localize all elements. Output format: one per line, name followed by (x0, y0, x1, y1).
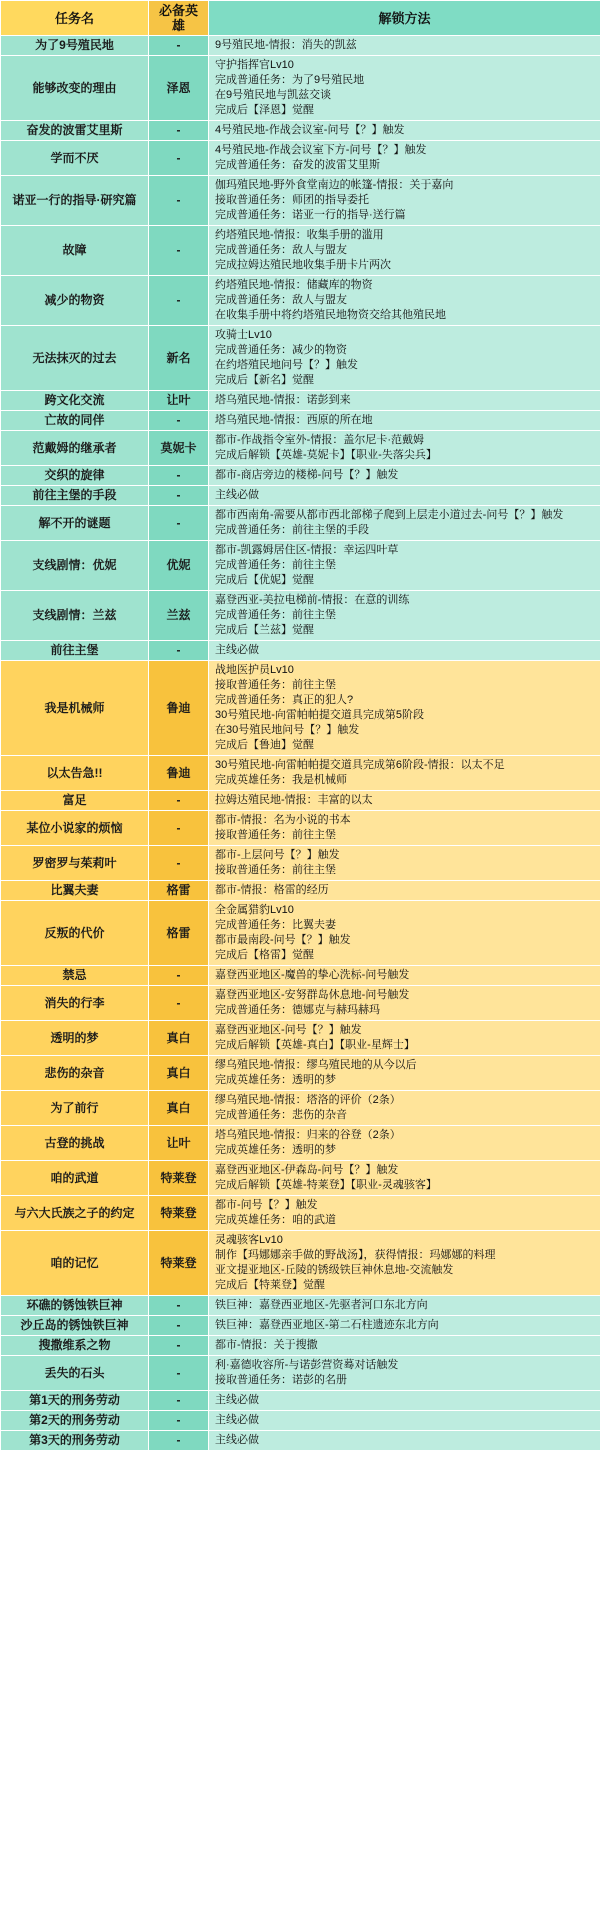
unlock-method-cell (209, 591, 600, 641)
unlock-method-cell (209, 1056, 600, 1091)
table-row (1, 141, 600, 176)
unlock-method-cell (209, 661, 600, 756)
unlock-method-cell (209, 326, 600, 391)
unlock-method-line: 完成后【新名】觉醒 (215, 374, 314, 386)
required-hero-cell: - (149, 641, 209, 661)
table-row (1, 1356, 600, 1391)
unlock-method-cell (209, 486, 600, 506)
unlock-method-line: 4号殖民地-作战会议室下方-问号【？】触发 (215, 144, 427, 156)
quest-name-cell: 丢失的石头 (1, 1356, 149, 1391)
unlock-method-line: 完成拉姆达殖民地收集手册卡片两次 (215, 259, 391, 271)
unlock-method-line: 完成后【鲁迪】觉醒 (215, 739, 314, 751)
unlock-method-cell (209, 1336, 600, 1356)
unlock-method-cell (209, 881, 600, 901)
quest-name-cell: 无法抹灭的过去 (1, 326, 149, 391)
required-hero-cell: - (149, 1411, 209, 1431)
unlock-method-cell (209, 541, 600, 591)
table-header (1, 1, 600, 36)
required-hero-cell: - (149, 36, 209, 56)
unlock-method-line: 主线必做 (215, 644, 259, 656)
quest-name-cell: 与六大氏族之子的约定 (1, 1196, 149, 1231)
table-row (1, 411, 600, 431)
unlock-method-line: 完成后【格雷】觉醒 (215, 949, 314, 961)
unlock-method-line: 嘉登西亚地区-伊森岛-问号【？】触发 (215, 1164, 399, 1176)
required-hero-cell: 格雷 (149, 901, 209, 966)
quest-name-cell: 罗密罗与茱莉叶 (1, 846, 149, 881)
quest-name-cell: 奋发的波雷艾里斯 (1, 121, 149, 141)
quest-name-cell: 搜撒维系之物 (1, 1336, 149, 1356)
quest-name-cell: 交织的旋律 (1, 466, 149, 486)
unlock-method-cell (209, 811, 600, 846)
unlock-method-line: 完成后【兰兹】觉醒 (215, 624, 314, 636)
unlock-method-line: 都市-凯露姆居住区-情报：幸运四叶草 (215, 544, 399, 556)
unlock-method-line: 都市西南角-需要从都市西北部梯子爬到上层走小道过去-问号【？】触发 (215, 509, 564, 521)
table-row (1, 486, 600, 506)
quest-name-cell: 支线剧情：兰兹 (1, 591, 149, 641)
quest-name-cell: 前往主堡的手段 (1, 486, 149, 506)
unlock-method-line: 主线必做 (215, 489, 259, 501)
quest-name-cell: 减少的物资 (1, 276, 149, 326)
unlock-method-cell (209, 466, 600, 486)
unlock-method-line: 拉姆达殖民地-情报：丰富的以太 (215, 794, 373, 806)
table-row (1, 276, 600, 326)
unlock-method-line: 塔乌殖民地-情报：西原的所在地 (215, 414, 373, 426)
unlock-method-cell (209, 141, 600, 176)
unlock-method-line: 完成普通任务：诺亚一行的指导·送行篇 (215, 209, 406, 221)
unlock-method-line: 都市-商店旁边的楼梯-问号【？】触发 (215, 469, 399, 481)
unlock-method-line: 接取普通任务：前往主堡 (215, 864, 336, 876)
unlock-method-cell (209, 901, 600, 966)
quest-name-cell: 富足 (1, 791, 149, 811)
table-row (1, 36, 600, 56)
unlock-method-line: 完成后解锁【英雄-莫妮卡】【职业-失落尖兵】 (215, 449, 437, 461)
required-hero-cell: - (149, 986, 209, 1021)
unlock-method-line: 都市-上层问号【？】触发 (215, 849, 340, 861)
required-hero-cell: 新名 (149, 326, 209, 391)
required-hero-cell: 真白 (149, 1091, 209, 1126)
table-row (1, 791, 600, 811)
unlock-method-line: 亚文提亚地区-丘陵的锈级铁巨神休息地-交流触发 (215, 1264, 454, 1276)
table-row (1, 881, 600, 901)
unlock-method-cell (209, 986, 600, 1021)
required-hero-cell: - (149, 506, 209, 541)
unlock-method-line: 塔乌殖民地-情报：归来的谷登（2条） (215, 1129, 401, 1141)
unlock-method-line: 完成英雄任务：我是机械师 (215, 774, 347, 786)
required-hero-cell: 鲁迪 (149, 756, 209, 791)
unlock-method-line: 都市-情报：格雷的经历 (215, 884, 329, 896)
unlock-method-line: 利·嘉德收容所-与诺彭营资蓦对话触发 (215, 1359, 399, 1371)
table-row (1, 1336, 600, 1356)
unlock-method-line: 守护指挥官Lv10 (215, 59, 294, 71)
unlock-method-line: 约塔殖民地-情报：收集手册的滥用 (215, 229, 384, 241)
table-row (1, 641, 600, 661)
required-hero-cell: - (149, 121, 209, 141)
required-hero-cell: - (149, 486, 209, 506)
quest-name-cell: 解不开的谜题 (1, 506, 149, 541)
unlock-method-cell (209, 1161, 600, 1196)
required-hero-cell: 优妮 (149, 541, 209, 591)
column-header-quest-name: 任务名 (1, 1, 149, 36)
unlock-method-line: 完成普通任务：敌人与盟友 (215, 244, 347, 256)
unlock-method-line: 伽玛殖民地-野外食堂南边的帐篷-情报：关于嘉向 (215, 179, 454, 191)
quest-name-cell: 环礁的锈蚀铁巨神 (1, 1296, 149, 1316)
unlock-method-line: 铁巨神：嘉登西亚地区-第二石柱遗迹东北方向 (215, 1319, 439, 1331)
table-row (1, 466, 600, 486)
table-row (1, 1056, 600, 1091)
table-row (1, 756, 600, 791)
unlock-method-cell (209, 1021, 600, 1056)
unlock-method-line: 在9号殖民地与凯兹交谈 (215, 89, 332, 101)
table-row (1, 1411, 600, 1431)
quest-name-cell: 第3天的刑务劳动 (1, 1431, 149, 1451)
quest-name-cell: 诺亚一行的指导·研究篇 (1, 176, 149, 226)
unlock-method-line: 完成普通任务：悲伤的杂音 (215, 1109, 347, 1121)
table-row (1, 226, 600, 276)
required-hero-cell: 让叶 (149, 391, 209, 411)
unlock-method-line: 完成普通任务：前往主堡 (215, 609, 336, 621)
unlock-method-line: 30号殖民地-向雷帕帕提交道具完成第5阶段 (215, 709, 425, 721)
unlock-method-line: 在30号殖民地问号【？】触发 (215, 724, 360, 736)
quest-name-cell: 为了前行 (1, 1091, 149, 1126)
table-body (1, 36, 600, 1451)
unlock-method-cell (209, 411, 600, 431)
unlock-method-line: 完成后解锁【英雄-真白】【职业-星辉士】 (215, 1039, 415, 1051)
table-row (1, 1196, 600, 1231)
required-hero-cell: 真白 (149, 1021, 209, 1056)
table-row (1, 121, 600, 141)
table-row (1, 966, 600, 986)
required-hero-cell: - (149, 1356, 209, 1391)
required-hero-cell: - (149, 1391, 209, 1411)
required-hero-cell: - (149, 1336, 209, 1356)
required-hero-cell: - (149, 966, 209, 986)
required-hero-cell: - (149, 846, 209, 881)
table-row (1, 326, 600, 391)
unlock-method-line: 9号殖民地-情报：消失的凯兹 (215, 39, 357, 51)
required-hero-cell: 泽恩 (149, 56, 209, 121)
unlock-method-cell (209, 966, 600, 986)
unlock-method-line: 4号殖民地-作战会议室-问号【？】触发 (215, 124, 405, 136)
table-row (1, 1091, 600, 1126)
unlock-method-cell (209, 1356, 600, 1391)
unlock-method-cell (209, 36, 600, 56)
required-hero-cell: - (149, 176, 209, 226)
quest-name-cell: 反叛的代价 (1, 901, 149, 966)
unlock-method-line: 接取普通任务：师团的指导委托 (215, 194, 369, 206)
unlock-method-line: 战地医护员Lv10 (215, 664, 294, 676)
unlock-method-line: 都市-情报：关于搜撒 (215, 1339, 318, 1351)
required-hero-cell: 鲁迪 (149, 661, 209, 756)
quest-name-cell: 咱的武道 (1, 1161, 149, 1196)
table-row (1, 1161, 600, 1196)
table-row (1, 176, 600, 226)
table-row (1, 391, 600, 411)
quest-name-cell: 故障 (1, 226, 149, 276)
column-header-unlock-method: 解锁方法 (209, 1, 600, 36)
unlock-method-cell (209, 641, 600, 661)
table-row (1, 1296, 600, 1316)
unlock-method-line: 完成普通任务：奋发的波雷艾里斯 (215, 159, 380, 171)
table-row (1, 591, 600, 641)
unlock-method-line: 都市-作战指令室外-情报：盖尔尼卡·范戴姆 (215, 434, 424, 446)
unlock-method-cell (209, 176, 600, 226)
quest-name-cell: 第2天的刑务劳动 (1, 1411, 149, 1431)
quest-name-cell: 学而不厌 (1, 141, 149, 176)
unlock-method-line: 在收集手册中将约塔殖民地物资交给其他殖民地 (215, 309, 446, 321)
unlock-method-line: 嘉登西亚-美拉电梯前-情报：在意的训练 (215, 594, 410, 606)
required-hero-cell: - (149, 276, 209, 326)
quest-name-cell: 某位小说家的烦恼 (1, 811, 149, 846)
unlock-method-line: 全金属猎豹Lv10 (215, 904, 294, 916)
unlock-method-line: 嘉登西亚地区-问号【？】触发 (215, 1024, 362, 1036)
column-header-required-hero: 必备英雄 (149, 1, 209, 36)
required-hero-cell: 特莱登 (149, 1161, 209, 1196)
required-hero-cell: 格雷 (149, 881, 209, 901)
unlock-method-cell (209, 1316, 600, 1336)
unlock-method-line: 完成普通任务：敌人与盟友 (215, 294, 347, 306)
table-row (1, 1316, 600, 1336)
required-hero-cell: 特莱登 (149, 1196, 209, 1231)
unlock-method-line: 接取普通任务：前往主堡 (215, 829, 336, 841)
table-row (1, 1021, 600, 1056)
quest-name-cell: 以太告急!! (1, 756, 149, 791)
table-row (1, 811, 600, 846)
unlock-method-cell (209, 1196, 600, 1231)
unlock-method-line: 都市-问号【？】触发 (215, 1199, 318, 1211)
unlock-method-cell (209, 846, 600, 881)
unlock-method-cell (209, 1091, 600, 1126)
unlock-method-line: 塔乌殖民地-情报：诺彭到来 (215, 394, 351, 406)
unlock-method-line: 完成英雄任务：咱的武道 (215, 1214, 336, 1226)
required-hero-cell: - (149, 141, 209, 176)
required-hero-cell: - (149, 466, 209, 486)
required-hero-cell: 让叶 (149, 1126, 209, 1161)
table-row (1, 986, 600, 1021)
unlock-method-cell (209, 1126, 600, 1161)
unlock-method-line: 完成后【泽恩】觉醒 (215, 104, 314, 116)
required-hero-cell: 兰兹 (149, 591, 209, 641)
unlock-method-cell (209, 56, 600, 121)
table-row (1, 506, 600, 541)
table-row (1, 1431, 600, 1451)
table-row (1, 431, 600, 466)
quest-name-cell: 比翼夫妻 (1, 881, 149, 901)
unlock-method-cell (209, 1431, 600, 1451)
unlock-method-line: 完成普通任务：减少的物资 (215, 344, 347, 356)
unlock-method-cell (209, 1231, 600, 1296)
required-hero-cell: 莫妮卡 (149, 431, 209, 466)
quest-name-cell: 沙丘岛的锈蚀铁巨神 (1, 1316, 149, 1336)
unlock-method-line: 嘉登西亚地区-魔兽的挚心洗标-问号触发 (215, 969, 410, 981)
unlock-method-line: 接取普通任务：诺彭的名册 (215, 1374, 347, 1386)
quest-name-cell: 范戴姆的继承者 (1, 431, 149, 466)
header-row (1, 1, 600, 36)
quest-name-cell: 消失的行李 (1, 986, 149, 1021)
unlock-method-line: 制作【玛娜娜亲手做的野战汤】，获得情报：玛娜娜的料理 (215, 1249, 496, 1261)
unlock-method-cell (209, 121, 600, 141)
table-row (1, 846, 600, 881)
quest-name-cell: 第1天的刑务劳动 (1, 1391, 149, 1411)
required-hero-cell: - (149, 411, 209, 431)
unlock-method-line: 主线必做 (215, 1414, 259, 1426)
unlock-method-line: 完成后【特莱登】觉醒 (215, 1279, 325, 1291)
unlock-method-line: 缪乌殖民地-情报：塔洛的评价（2条） (215, 1094, 401, 1106)
required-hero-cell: 特莱登 (149, 1231, 209, 1296)
quest-name-cell: 悲伤的杂音 (1, 1056, 149, 1091)
unlock-method-line: 灵魂骇客Lv10 (215, 1234, 283, 1246)
required-hero-cell: - (149, 1296, 209, 1316)
unlock-method-line: 完成英雄任务：透明的梦 (215, 1074, 336, 1086)
unlock-method-cell (209, 226, 600, 276)
unlock-method-cell (209, 431, 600, 466)
quest-name-cell: 透明的梦 (1, 1021, 149, 1056)
unlock-method-line: 嘉登西亚地区-安努群岛休息地-问号触发 (215, 989, 410, 1001)
unlock-method-line: 在约塔殖民地问号【？】触发 (215, 359, 358, 371)
quest-name-cell: 跨文化交流 (1, 391, 149, 411)
unlock-method-cell (209, 276, 600, 326)
quest-name-cell: 为了9号殖民地 (1, 36, 149, 56)
quest-name-cell: 前往主堡 (1, 641, 149, 661)
table-row (1, 1391, 600, 1411)
unlock-method-cell (209, 1391, 600, 1411)
unlock-method-cell (209, 1296, 600, 1316)
unlock-method-line: 完成普通任务：为了9号殖民地 (215, 74, 365, 86)
required-hero-cell: - (149, 1316, 209, 1336)
table-row (1, 661, 600, 756)
unlock-method-line: 约塔殖民地-情报：储藏库的物资 (215, 279, 373, 291)
quest-name-cell: 咱的记忆 (1, 1231, 149, 1296)
required-hero-cell: - (149, 811, 209, 846)
quest-name-cell: 我是机械师 (1, 661, 149, 756)
unlock-method-cell (209, 391, 600, 411)
table-row (1, 1126, 600, 1161)
table-row (1, 1231, 600, 1296)
required-hero-cell: - (149, 226, 209, 276)
unlock-method-line: 都市-情报：名为小说的书本 (215, 814, 351, 826)
unlock-method-line: 完成普通任务：前往主堡 (215, 559, 336, 571)
unlock-method-cell (209, 1411, 600, 1431)
unlock-method-line: 接取普通任务：前往主堡 (215, 679, 336, 691)
unlock-method-line: 30号殖民地-向雷帕帕提交道具完成第6阶段-情报：以太不足 (215, 759, 505, 771)
unlock-method-line: 完成普通任务：前往主堡的手段 (215, 524, 369, 536)
required-hero-cell: - (149, 791, 209, 811)
unlock-method-line: 攻骑士Lv10 (215, 329, 272, 341)
unlock-method-line: 完成普通任务：真正的犯人? (215, 694, 354, 706)
unlock-method-line: 完成普通任务：德娜克与赫玛赫玛 (215, 1004, 380, 1016)
unlock-method-line: 铁巨神：嘉登西亚地区-先驱者河口东北方向 (215, 1299, 428, 1311)
quest-name-cell: 能够改变的理由 (1, 56, 149, 121)
required-hero-cell: - (149, 1431, 209, 1451)
required-hero-cell: 真白 (149, 1056, 209, 1091)
quest-name-cell: 禁忌 (1, 966, 149, 986)
unlock-method-cell (209, 791, 600, 811)
table-row (1, 56, 600, 121)
unlock-method-cell (209, 506, 600, 541)
table-row (1, 901, 600, 966)
quest-name-cell: 支线剧情：优妮 (1, 541, 149, 591)
unlock-method-line: 完成后【优妮】觉醒 (215, 574, 314, 586)
unlock-method-line: 缪乌殖民地-情报：缪乌殖民地的从今以后 (215, 1059, 417, 1071)
quest-name-cell: 亡故的同伴 (1, 411, 149, 431)
unlock-method-line: 主线必做 (215, 1434, 259, 1446)
unlock-method-line: 都市最南段-问号【？】触发 (215, 934, 351, 946)
unlock-method-line: 完成后解锁【英雄-特莱登】【职业-灵魂骇客】 (215, 1179, 437, 1191)
unlock-method-line: 完成普通任务：比翼夫妻 (215, 919, 336, 931)
unlock-method-cell (209, 756, 600, 791)
table-row (1, 541, 600, 591)
unlock-method-line: 完成英雄任务：透明的梦 (215, 1144, 336, 1156)
quest-name-cell: 古登的挑战 (1, 1126, 149, 1161)
unlock-method-line: 主线必做 (215, 1394, 259, 1406)
